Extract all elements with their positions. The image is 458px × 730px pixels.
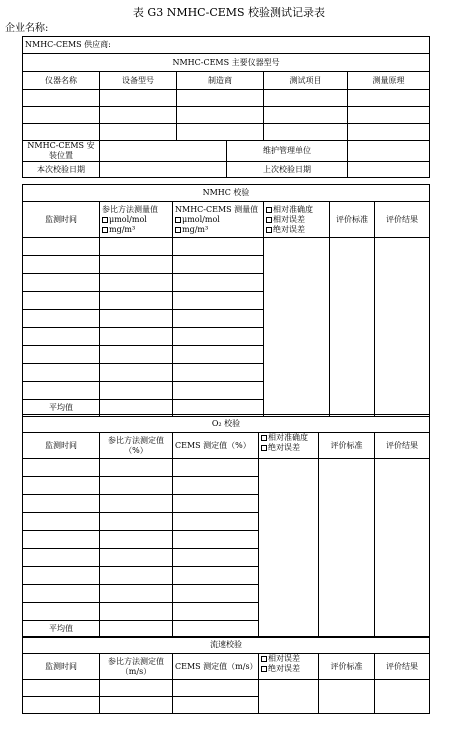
input-cell[interactable] xyxy=(319,680,375,714)
input-cell[interactable] xyxy=(100,567,173,585)
input-cell[interactable] xyxy=(177,124,264,141)
input-cell[interactable] xyxy=(23,513,100,531)
o2-table xyxy=(22,414,430,638)
input-cell[interactable] xyxy=(23,382,100,400)
average-label: 平均值 xyxy=(23,400,100,417)
checkbox[interactable] xyxy=(266,207,272,213)
input-cell[interactable] xyxy=(100,531,173,549)
input-cell[interactable] xyxy=(348,162,430,178)
flow-col-method xyxy=(259,654,319,680)
input-cell[interactable] xyxy=(173,697,259,714)
input-cell[interactable] xyxy=(100,162,227,178)
input-cell[interactable] xyxy=(264,238,330,417)
checkbox[interactable] xyxy=(266,227,272,233)
header-instrument-name: 仪器名称 xyxy=(23,72,100,90)
method-option: 相对准确度 xyxy=(273,204,313,214)
input-cell[interactable] xyxy=(23,603,100,621)
instrument-row xyxy=(23,124,430,141)
nmhc-col-method xyxy=(264,202,330,238)
flow-col-time: 监测时间 xyxy=(23,654,100,680)
instrument-row xyxy=(23,107,430,124)
input-cell[interactable] xyxy=(259,459,319,638)
input-cell[interactable] xyxy=(23,364,100,382)
checkbox[interactable] xyxy=(102,227,108,233)
input-cell[interactable] xyxy=(100,141,227,162)
input-cell[interactable] xyxy=(100,292,173,310)
input-cell[interactable] xyxy=(23,680,100,697)
header-test-item: 测试项目 xyxy=(264,72,348,90)
input-cell[interactable] xyxy=(23,124,100,141)
input-cell[interactable] xyxy=(23,274,100,292)
input-cell[interactable] xyxy=(23,459,100,477)
input-cell[interactable] xyxy=(100,680,173,697)
input-cell[interactable] xyxy=(173,621,259,638)
flow-col-ref xyxy=(100,654,173,680)
input-cell[interactable] xyxy=(173,477,259,495)
input-cell[interactable] xyxy=(173,364,264,382)
input-cell[interactable] xyxy=(348,141,430,162)
o2-col-method xyxy=(259,433,319,459)
checkbox[interactable] xyxy=(261,445,267,451)
checkbox[interactable] xyxy=(102,217,108,223)
input-cell[interactable] xyxy=(375,680,430,714)
input-cell[interactable] xyxy=(100,697,173,714)
input-cell[interactable] xyxy=(23,477,100,495)
input-cell[interactable] xyxy=(375,459,430,638)
nmhc-col-cems xyxy=(173,202,264,238)
input-cell[interactable] xyxy=(173,292,264,310)
checkbox[interactable] xyxy=(175,217,181,223)
input-cell[interactable] xyxy=(23,238,100,256)
nmhc-col-time: 监测时间 xyxy=(23,202,100,238)
unit-option: mg/m³ xyxy=(182,224,209,234)
input-cell[interactable] xyxy=(375,238,430,417)
o2-col-standard: 评价标准 xyxy=(319,433,375,459)
header-principle: 测量原理 xyxy=(348,72,430,90)
unit-option: μmol/mol xyxy=(182,214,220,224)
input-cell[interactable] xyxy=(100,346,173,364)
input-cell[interactable] xyxy=(100,585,173,603)
input-cell[interactable] xyxy=(264,124,348,141)
nmhc-table xyxy=(22,184,430,417)
o2-col-cems: CEMS 测定值（%） xyxy=(173,433,259,459)
input-cell[interactable] xyxy=(100,603,173,621)
table-row xyxy=(23,680,430,697)
input-cell[interactable] xyxy=(173,346,264,364)
input-cell[interactable] xyxy=(23,310,100,328)
method-option: 绝对误差 xyxy=(268,443,300,452)
input-cell[interactable] xyxy=(259,680,319,714)
input-cell[interactable] xyxy=(100,477,173,495)
method-option: 相对误差 xyxy=(268,654,300,663)
o2-ref-label: 参比方法测定值 xyxy=(108,435,164,445)
checkbox[interactable] xyxy=(266,217,272,223)
flow-col-cems: CEMS 测定值（m/s） xyxy=(173,654,259,680)
input-cell[interactable] xyxy=(173,274,264,292)
instrument-section-title: NMHC-CEMS 主要仪器型号 xyxy=(23,54,430,72)
input-cell[interactable] xyxy=(319,459,375,638)
flow-table xyxy=(22,636,430,714)
input-cell[interactable] xyxy=(100,549,173,567)
input-cell[interactable] xyxy=(173,459,259,477)
input-cell[interactable] xyxy=(173,567,259,585)
input-cell[interactable] xyxy=(100,124,177,141)
company-name-label: 企业名称: xyxy=(5,23,49,34)
input-cell[interactable] xyxy=(100,621,173,638)
input-cell[interactable] xyxy=(100,495,173,513)
nmhc-col-standard: 评价标准 xyxy=(330,202,375,238)
input-cell[interactable] xyxy=(100,90,177,107)
input-cell[interactable] xyxy=(348,90,430,107)
input-cell[interactable] xyxy=(173,531,259,549)
unit-option: mg/m³ xyxy=(109,224,136,234)
table-row xyxy=(23,238,430,256)
method-option: 相对准确度 xyxy=(268,433,308,442)
form-title: 表 G3 NMHC-CEMS 校验测试记录表 xyxy=(132,6,326,19)
nmhc-section-title: NMHC 校验 xyxy=(23,185,430,202)
instrument-row xyxy=(23,90,430,107)
input-cell[interactable] xyxy=(173,495,259,513)
input-cell[interactable] xyxy=(177,90,264,107)
checkbox[interactable] xyxy=(261,656,267,662)
flow-ref-label: 参比方法测定值 xyxy=(108,656,164,666)
method-option: 绝对误差 xyxy=(268,664,300,673)
input-cell[interactable] xyxy=(23,567,100,585)
flow-ref-unit: （m/s） xyxy=(120,666,152,676)
input-cell[interactable] xyxy=(173,603,259,621)
input-cell[interactable] xyxy=(100,310,173,328)
input-cell[interactable] xyxy=(173,549,259,567)
input-cell[interactable] xyxy=(23,292,100,310)
header-model: 设备型号 xyxy=(100,72,177,90)
table-row xyxy=(23,459,430,477)
nmhc-col-result: 评价结果 xyxy=(375,202,430,238)
instrument-table xyxy=(22,36,430,178)
input-cell[interactable] xyxy=(100,256,173,274)
checkbox[interactable] xyxy=(261,666,267,672)
last-date-label: 上次校验日期 xyxy=(227,162,348,178)
input-cell[interactable] xyxy=(100,328,173,346)
nmhc-cems-label: NMHC-CEMS 测量值 xyxy=(175,204,259,214)
input-cell[interactable] xyxy=(100,459,173,477)
flow-col-standard: 评价标准 xyxy=(319,654,375,680)
input-cell[interactable] xyxy=(23,549,100,567)
o2-col-result: 评价结果 xyxy=(375,433,430,459)
input-cell[interactable] xyxy=(23,256,100,274)
input-cell[interactable] xyxy=(23,107,100,124)
o2-section-title: O₂ 校验 xyxy=(23,415,430,433)
flow-col-result: 评价结果 xyxy=(375,654,430,680)
o2-col-time: 监测时间 xyxy=(23,433,100,459)
header-manufacturer: 制造商 xyxy=(177,72,264,90)
input-cell[interactable] xyxy=(23,328,100,346)
input-cell[interactable] xyxy=(23,585,100,603)
checkbox[interactable] xyxy=(175,227,181,233)
input-cell[interactable] xyxy=(173,310,264,328)
input-cell[interactable] xyxy=(173,513,259,531)
input-cell[interactable] xyxy=(23,531,100,549)
input-cell[interactable] xyxy=(100,513,173,531)
input-cell[interactable] xyxy=(100,107,177,124)
input-cell[interactable] xyxy=(173,328,264,346)
checkbox[interactable] xyxy=(261,435,267,441)
input-cell[interactable] xyxy=(348,107,430,124)
input-cell[interactable] xyxy=(173,238,264,256)
input-cell[interactable] xyxy=(330,238,375,417)
input-cell[interactable] xyxy=(264,90,348,107)
install-location-label: NMHC-CEMS 安装位置 xyxy=(23,141,100,162)
input-cell[interactable] xyxy=(100,274,173,292)
method-option: 绝对误差 xyxy=(273,224,305,234)
this-date-label: 本次校验日期 xyxy=(23,162,100,178)
input-cell[interactable] xyxy=(23,495,100,513)
input-cell[interactable] xyxy=(173,680,259,697)
input-cell[interactable] xyxy=(173,256,264,274)
input-cell[interactable] xyxy=(348,124,430,141)
method-option: 相对误差 xyxy=(273,214,305,224)
input-cell[interactable] xyxy=(100,238,173,256)
input-cell[interactable] xyxy=(23,90,100,107)
input-cell[interactable] xyxy=(100,364,173,382)
input-cell[interactable] xyxy=(173,585,259,603)
input-cell[interactable] xyxy=(264,107,348,124)
nmhc-ref-label: 参比方法测量值 xyxy=(102,204,158,214)
maintenance-unit-label: 维护管理单位 xyxy=(227,141,348,162)
supplier-label: NMHC-CEMS 供应商: xyxy=(23,37,430,54)
o2-col-ref xyxy=(100,433,173,459)
input-cell[interactable] xyxy=(177,107,264,124)
unit-option: μmol/mol xyxy=(109,214,147,224)
average-label: 平均值 xyxy=(23,621,100,638)
nmhc-col-ref xyxy=(100,202,173,238)
input-cell[interactable] xyxy=(23,346,100,364)
input-cell[interactable] xyxy=(23,697,100,714)
flow-section-title: 流速校验 xyxy=(23,637,430,654)
input-cell[interactable] xyxy=(173,382,264,400)
input-cell[interactable] xyxy=(100,382,173,400)
o2-ref-unit: （%） xyxy=(124,445,148,455)
